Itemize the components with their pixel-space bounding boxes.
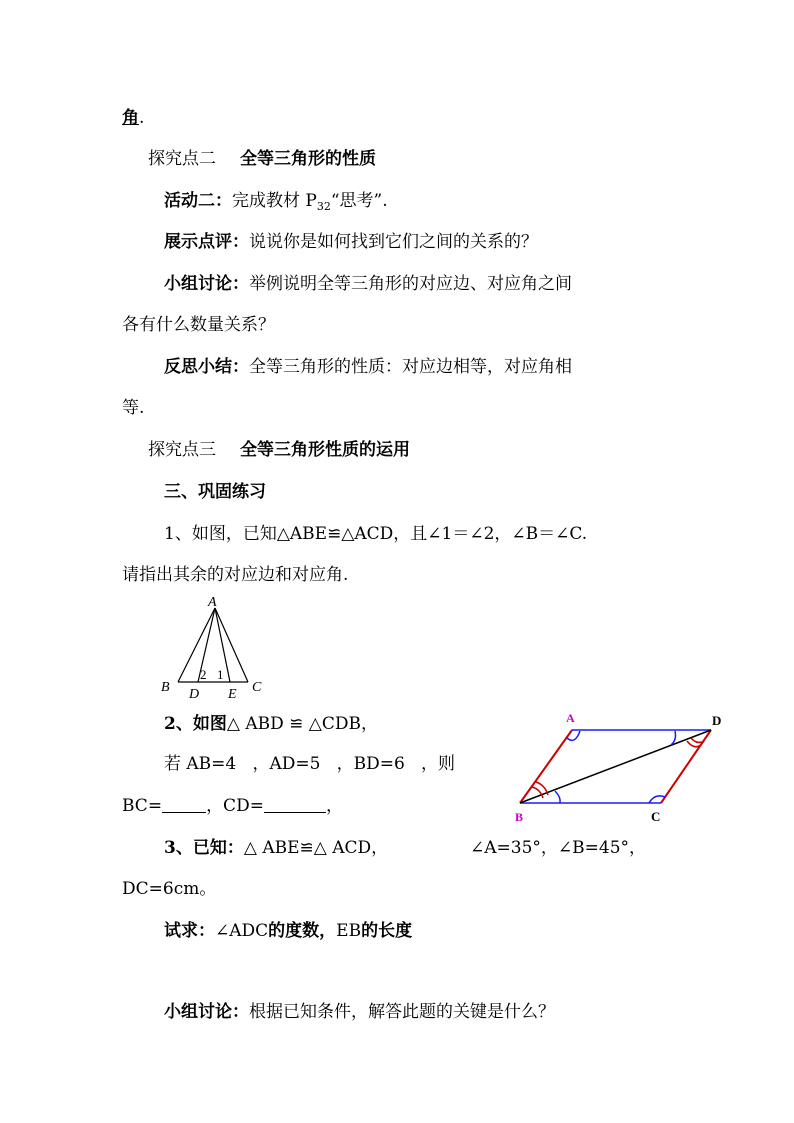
tanjiu2-heading xyxy=(148,147,376,171)
line-jiao xyxy=(122,106,144,130)
q3-ask xyxy=(164,919,412,943)
q1-text: 1、如图，已知△ABE≌△ACD，且∠1＝∠2，∠B＝∠C. xyxy=(164,524,588,544)
label-a: A xyxy=(208,595,217,610)
q3-ask-b: 的度数， xyxy=(268,921,337,941)
label-b: B xyxy=(161,680,170,695)
angle-mark-d-red xyxy=(691,738,704,742)
label-a: A xyxy=(566,711,575,725)
xiaozu2 xyxy=(164,1000,555,1024)
figure-parallelogram xyxy=(505,705,740,830)
q2 xyxy=(164,712,378,736)
label-e: E xyxy=(228,687,237,700)
huodong2-text-b: “思考”. xyxy=(330,191,388,211)
q3-dc xyxy=(122,877,216,901)
q3-label: 3、已知： xyxy=(164,838,244,858)
q3-ask-c: EB xyxy=(336,921,362,941)
label-c: C xyxy=(651,809,661,824)
label-b: B xyxy=(515,810,524,824)
xiaozu1-label: 小组讨论： xyxy=(164,274,249,294)
tanjiu3-label: 探究点三 xyxy=(148,440,216,460)
q3-label-wrap xyxy=(164,838,244,858)
fansi-label: 反思小结： xyxy=(164,357,249,377)
tanjiu2-title: 全等三角形的性质 xyxy=(240,149,376,169)
q3-angles-text: ∠A=35°，∠B=45°， xyxy=(470,838,647,858)
huodong2 xyxy=(164,189,388,219)
side-ab xyxy=(178,608,215,682)
xiaozu1-cont xyxy=(122,313,275,337)
q3-angles xyxy=(470,836,646,860)
zhanshi xyxy=(164,230,538,254)
angle-mark-b-blue xyxy=(555,791,560,803)
q1-cont-text: 请指出其余的对应边和对应角. xyxy=(122,565,349,585)
label-d: D xyxy=(189,687,200,700)
fansi-cont-text: 等. xyxy=(122,398,145,418)
q3-ask-a: ∠ADC xyxy=(215,921,269,941)
angle-mark-d-blue xyxy=(671,731,676,745)
word-jiao: 角 xyxy=(122,108,139,128)
q1 xyxy=(164,522,587,546)
page-subscript: 32 xyxy=(316,200,331,213)
cd-blank[interactable] xyxy=(264,796,326,813)
q2-cd: ，CD= xyxy=(206,796,264,816)
xiaozu2-label: 小组讨论： xyxy=(164,1002,249,1022)
fansi xyxy=(164,355,572,379)
xiaozu1-cont-text: 各有什么数量关系？ xyxy=(122,315,275,335)
zhanshi-label: 展示点评： xyxy=(164,232,249,252)
q2-bc: BC= xyxy=(122,796,163,816)
bc-blank[interactable] xyxy=(162,796,206,813)
section3-heading xyxy=(164,480,266,504)
side-ab xyxy=(520,730,572,803)
q3-ask-label: 试求： xyxy=(164,921,215,941)
xiaozu1-text: 举例说明全等三角形的对应边、对应角之间 xyxy=(249,274,572,294)
huodong2-label: 活动二： xyxy=(164,191,232,211)
q1-cont xyxy=(122,563,348,587)
q3-ask-d: 的长度 xyxy=(361,921,413,941)
diagonal-bd xyxy=(520,730,711,803)
figure-triangle xyxy=(158,592,268,700)
period: . xyxy=(139,108,145,128)
huodong2-text-a: 完成教材 P xyxy=(232,191,317,211)
label-c: C xyxy=(252,680,262,695)
tanjiu2-label: 探究点二 xyxy=(148,149,216,169)
xiaozu2-text: 根据已知条件，解答此题的关键是什么？ xyxy=(249,1002,555,1022)
section3-text: 三、巩固练习 xyxy=(164,482,266,502)
xiaozu1 xyxy=(164,272,572,296)
fansi-text: 全等三角形的性质：对应边相等，对应角相 xyxy=(249,357,572,377)
label-d: D xyxy=(712,713,722,728)
q2-line3 xyxy=(122,794,343,818)
zhanshi-text: 说说你是如何找到它们之间的关系的？ xyxy=(249,232,538,252)
tanjiu3-title: 全等三角形性质的运用 xyxy=(240,440,410,460)
angle-1-label: 1 xyxy=(217,667,224,682)
q2-label: 2、如图 xyxy=(164,714,227,734)
q3 xyxy=(164,836,388,860)
fansi-cont xyxy=(122,396,144,420)
q2-end: ， xyxy=(325,796,343,816)
q2-text: △ ABD ≌ △CDB， xyxy=(226,714,378,734)
q2-line2 xyxy=(164,752,455,776)
angle-2-label: 2 xyxy=(200,667,207,682)
q3-text: △ ABE≌△ ACD， xyxy=(243,838,389,858)
q3-dc-text: DC=6cm。 xyxy=(122,879,217,899)
tanjiu3-heading xyxy=(148,438,410,462)
q2-line2-text: 若 AB=4 ，AD=5 ，BD=6 ，则 xyxy=(164,754,456,774)
